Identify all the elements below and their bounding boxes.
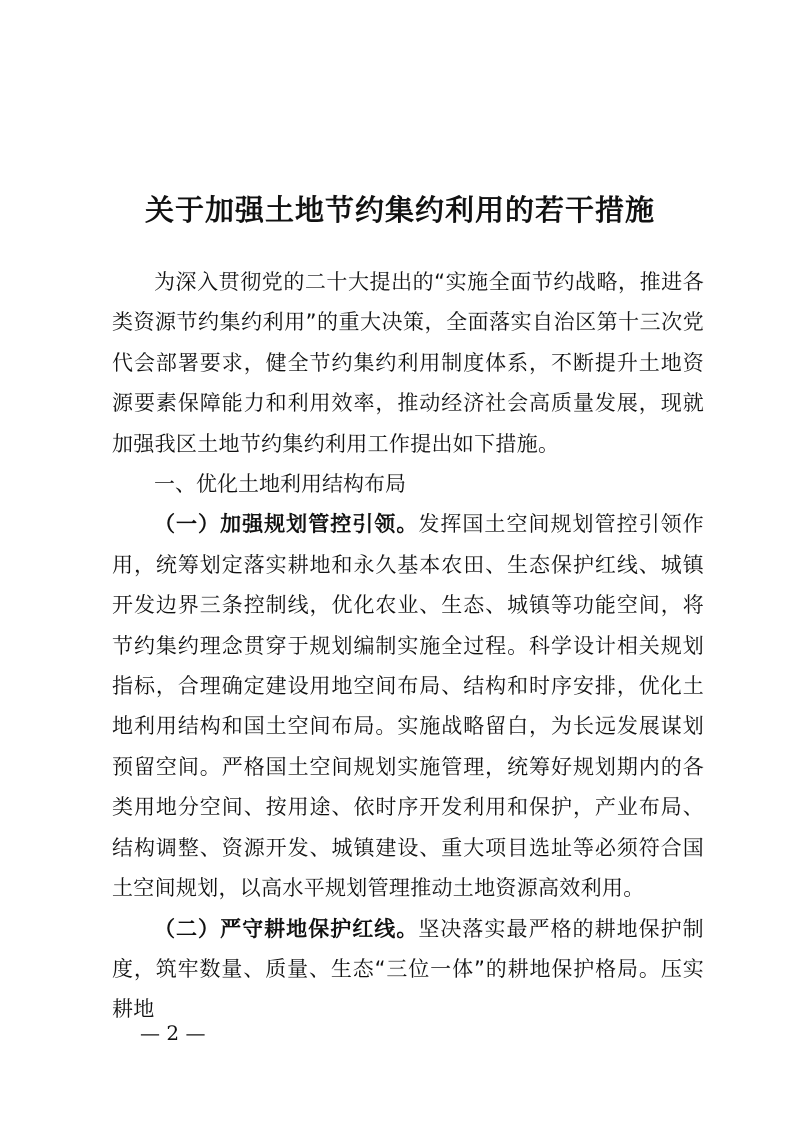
page-number: — 2 —	[140, 1021, 206, 1045]
subsection-paragraph-2	[112, 909, 704, 1030]
section-heading-1: 一、优化土地利用结构布局	[154, 472, 406, 497]
subsection-heading-1: （一）加强规划管控引领。	[154, 512, 419, 537]
subsection-heading-2: （二）严守耕地保护红线。	[154, 916, 419, 941]
intro-paragraph: 为深入贯彻党的二十大提出的“实施全面节约战略，推进各类资源节约集约利用”的重大决策，全面落实自治区第十三次党代会部署要求，健全节约集约利用制度体系，不断提升土地资源要素保障能力和利用效率，推动经济社会高质量发展，现就加强我区土地节约集约利用工作提出如下措施。	[112, 270, 704, 456]
document-title: 关于加强土地节约集约利用的若干措施	[144, 193, 655, 227]
document-body	[112, 262, 704, 1030]
subsection-paragraph-1	[112, 504, 704, 908]
subsection-text-1: 发挥国土空间规划管控引领作用，统筹划定落实耕地和永久基本农田、生态保护红线、城镇开发边界三条控制线，优化农业、生态、城镇等功能空间，将节约集约理念贯穿于规划编制实施全过程。科学设计相关规划指标，合理确定建设用地空间布局、结构和时序安排，优化土地利用结构和国土空间布局。实施战略留白，为长远发展谋划预留空间。严格国土空间规划实施管理，统筹好规划期内的各类用地分空间、按用途、依时序开发利用和保护，产业布局、结构调整、资源开发、城镇建设、重大项目选址等必须符合国土空间规划，以高水平规划管理推动土地资源高效利用。	[112, 512, 704, 901]
subsection-text-2: 坚决落实最严格的耕地保护制度，筑牢数量、质量、生态“三位一体”的耕地保护格局。压实耕地	[112, 916, 704, 1022]
